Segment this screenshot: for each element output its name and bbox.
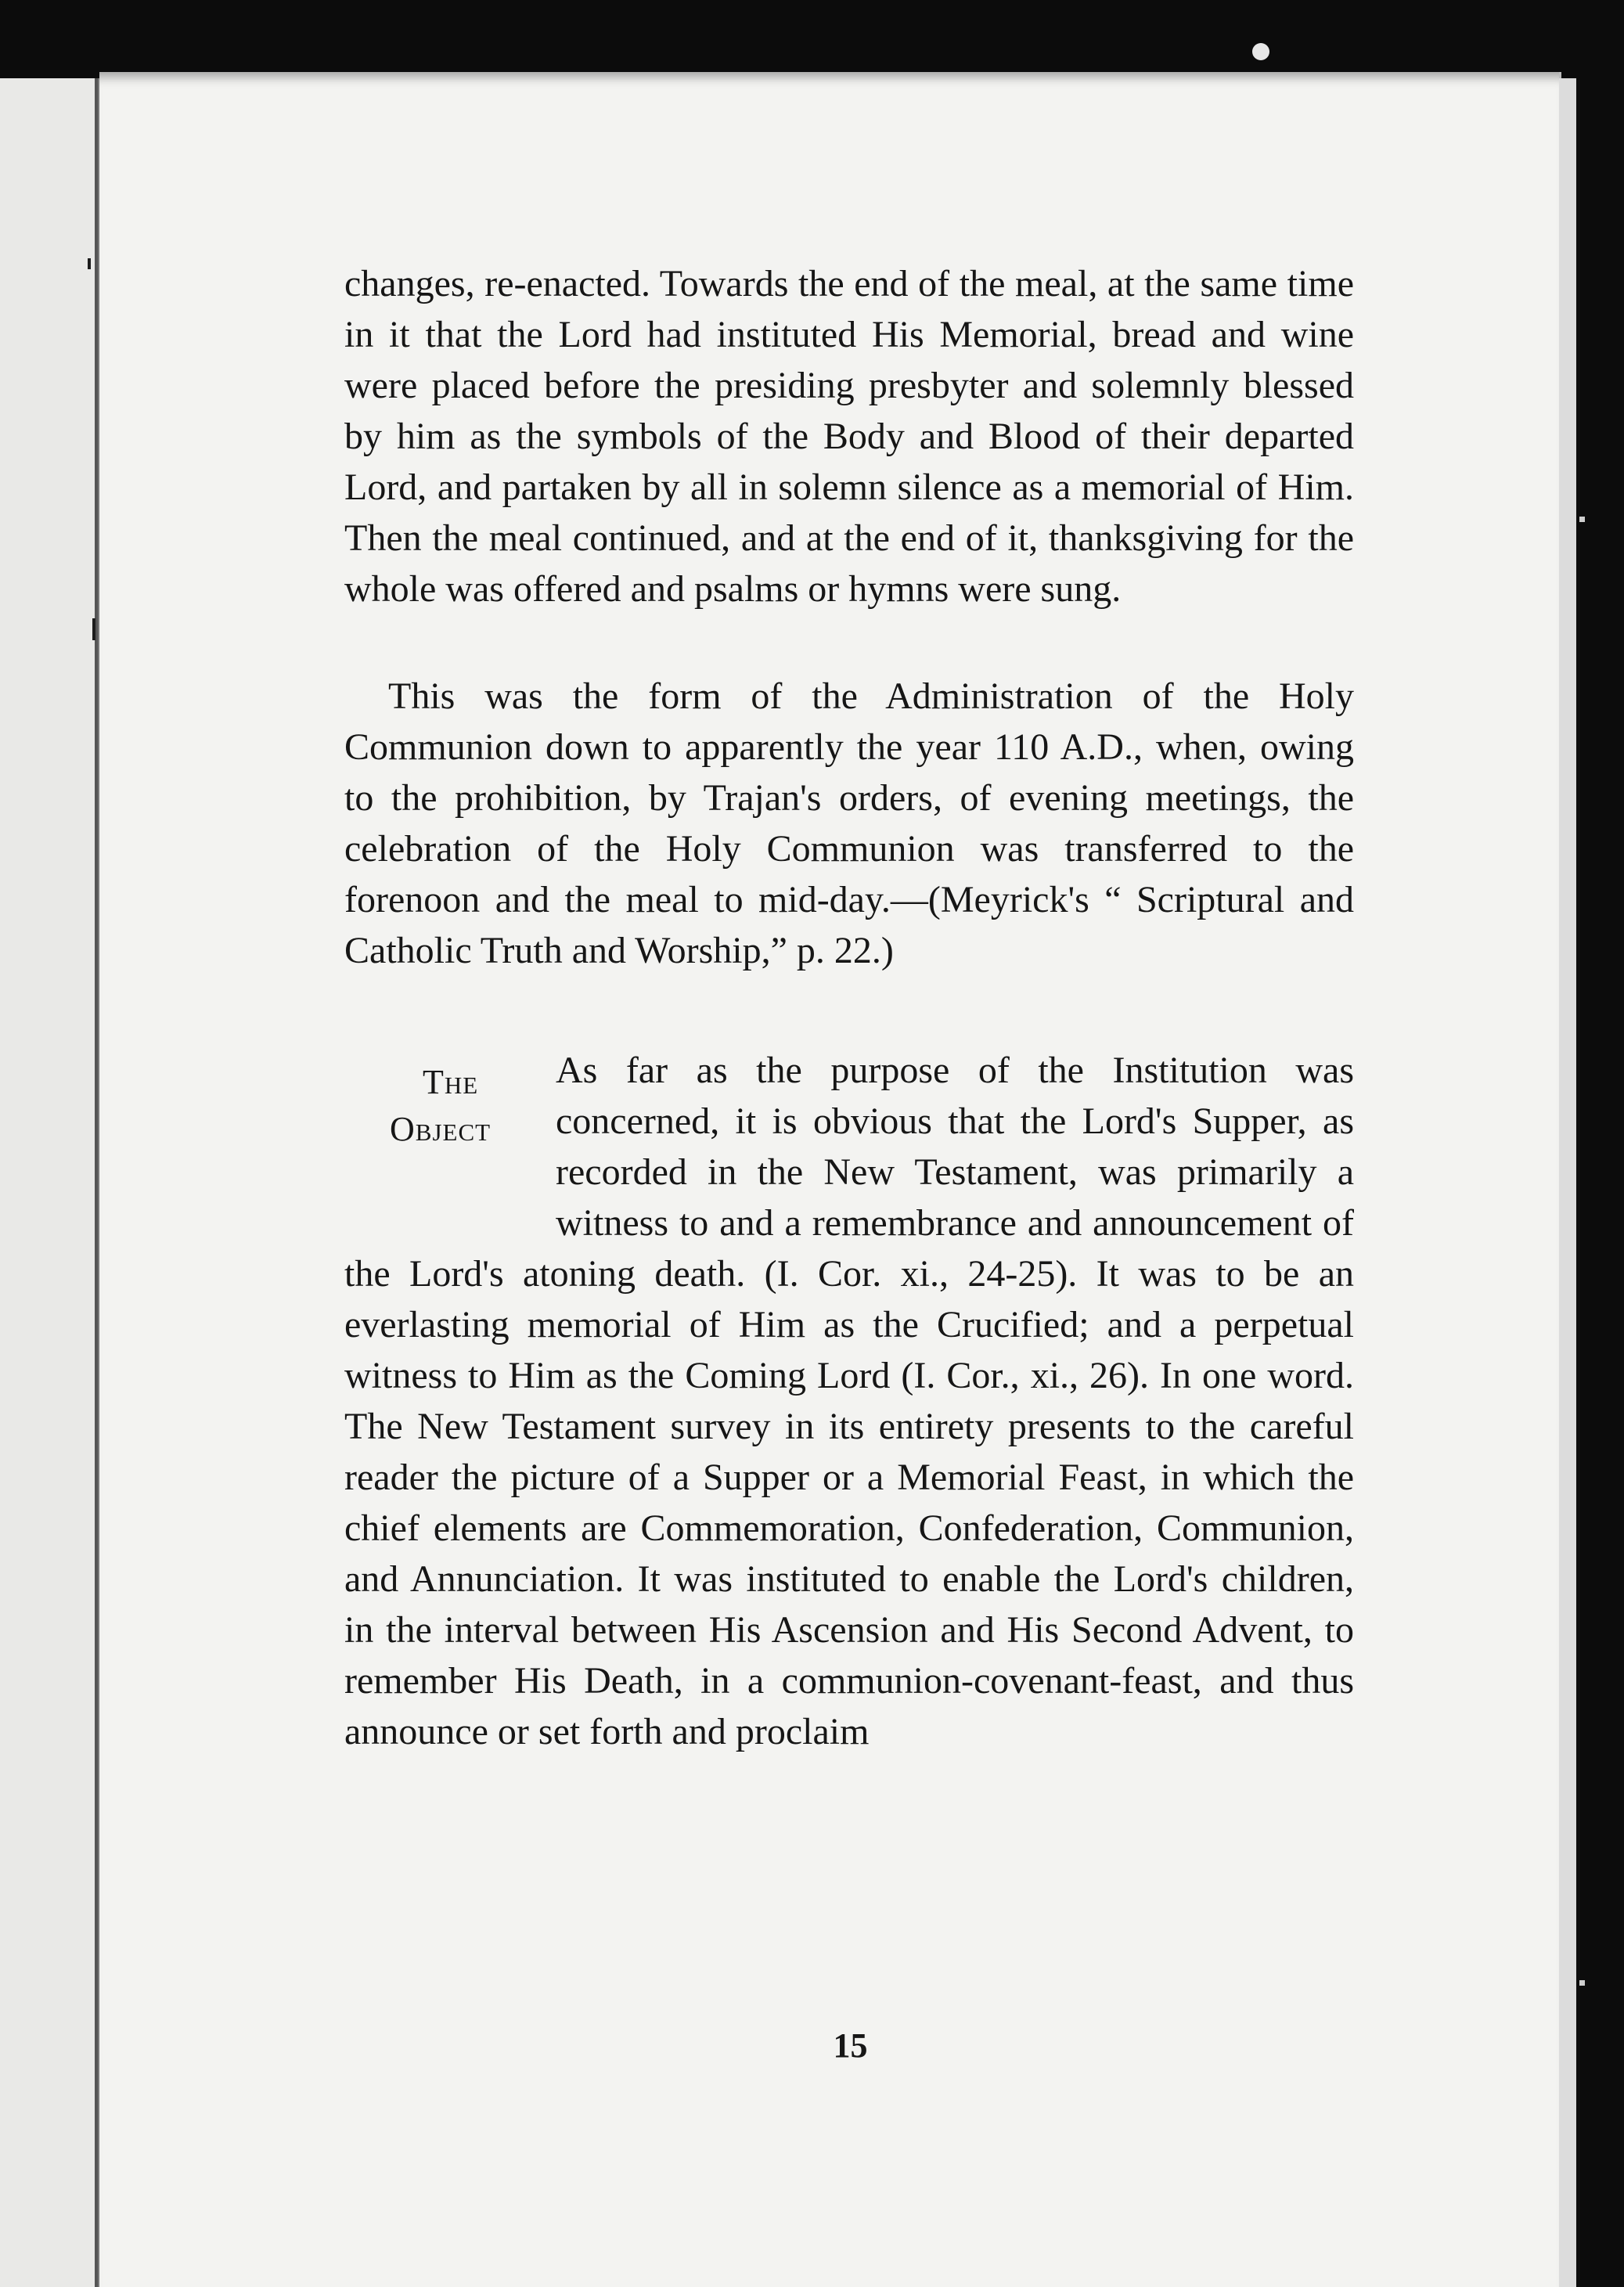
marginal-heading (344, 1059, 556, 1208)
scan-speck (92, 618, 95, 640)
marginal-heading-line: Object (390, 1110, 492, 1148)
scan-speck (1579, 517, 1585, 522)
body-text (344, 258, 1354, 1757)
page-number (0, 2026, 1624, 2066)
paragraph: As far as the purpose of the Institution was concerned, it is obvious that the Lord's Supper, as recorded in the New Testament, was primarily a witness to and a remembrance and announcement of the Lord's atoning death. (I. Cor. xi., 24-25). It was to be an everlasting memorial of Him as the Crucified; and a perpetual witness to Him as the Coming Lord (I. Cor., xi., 26). In one word. The New Testament survey in its entirety presents to the careful reader the picture of a Supper or a Memorial Feast, in which the chief elements are Commemoration, Confederation, Communion, and Annunciation. It was instituted to enable the Lord's children, in the interval between His Ascension and His Second Advent, to remember His Death, in a communion-covenant-feast, and thus announce or set forth and proclaim (344, 1050, 1354, 1752)
page-right-edge (1559, 78, 1576, 2287)
facing-page-edge (0, 78, 99, 2287)
scan-speck (88, 258, 91, 269)
paragraph: This was the form of the Administration of the Holy Communion down to apparently the year 110 A.D., when, owing to the prohibition, by Trajan's orders, of evening meetings, the celebration of the Holy Communion was transferred to the forenoon and the meal to mid-day.—(Meyrick's “ Scriptural and Catholic Truth and Worship,” p. 22.) (344, 675, 1354, 971)
page-gutter-line (95, 78, 98, 2287)
scan-speck (1579, 1980, 1585, 1986)
scan-speck (1252, 43, 1269, 60)
paragraph: changes, re-enacted. Towards the end of the meal, at the same time in it that the Lord had instituted His Memorial, bread and wine were placed before the presiding presbyter and solemnly blessed by him as the symbols of the Body and Blood of their departed Lord, and partaken by all in solemn silence as a memorial of Him. Then the meal continued, and at the end of it, thanksgiving for the whole was offered and psalms or hymns were sung. (344, 263, 1354, 610)
marginal-heading-line: The (423, 1063, 479, 1101)
page-number-text: 15 (833, 2026, 868, 2065)
